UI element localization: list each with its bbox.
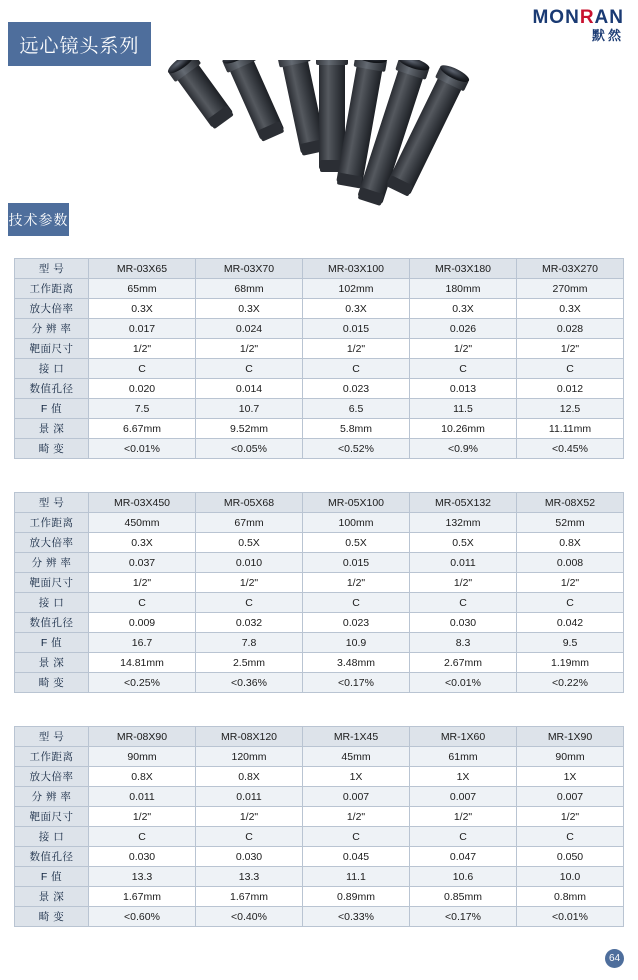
table-row: [15, 493, 624, 513]
cell-model: MR-1X60: [410, 727, 517, 747]
brand-word-part1: MON: [532, 7, 580, 28]
cell-dof: 0.89mm: [303, 887, 410, 907]
table-row: [15, 573, 624, 593]
cell-na: 0.009: [89, 613, 196, 633]
cell-na: 0.047: [410, 847, 517, 867]
table-row: [15, 807, 624, 827]
table-row: [15, 887, 624, 907]
cell-working-distance: 120mm: [196, 747, 303, 767]
brand-word-part2: AN: [594, 7, 624, 28]
cell-sensor-size: 1/2": [303, 807, 410, 827]
cell-distortion: <0.01%: [89, 439, 196, 459]
cell-na: 0.012: [517, 379, 624, 399]
row-label-working-distance: 工作距离: [15, 513, 89, 533]
brand-wordmark: [532, 8, 624, 27]
cell-working-distance: 67mm: [196, 513, 303, 533]
cell-sensor-size: 1/2": [410, 807, 517, 827]
cell-f-number: 9.5: [517, 633, 624, 653]
cell-distortion: <0.01%: [517, 907, 624, 927]
cell-mount: C: [517, 827, 624, 847]
cell-resolution: 0.008: [517, 553, 624, 573]
cell-working-distance: 90mm: [89, 747, 196, 767]
row-label-working-distance: 工作距离: [15, 279, 89, 299]
cell-f-number: 10.9: [303, 633, 410, 653]
cell-working-distance: 100mm: [303, 513, 410, 533]
cell-working-distance: 450mm: [89, 513, 196, 533]
row-label-mount: 接 口: [15, 593, 89, 613]
cell-mount: C: [303, 827, 410, 847]
cell-distortion: <0.25%: [89, 673, 196, 693]
cell-mount: C: [517, 593, 624, 613]
table-row: [15, 907, 624, 927]
cell-magnification: 0.3X: [196, 299, 303, 319]
row-label-magnification: 放大倍率: [15, 533, 89, 553]
row-label-f-number: F 值: [15, 867, 89, 887]
table-row: [15, 339, 624, 359]
cell-model: MR-03X65: [89, 259, 196, 279]
spec-table-1: [14, 258, 624, 459]
cell-sensor-size: 1/2": [89, 573, 196, 593]
cell-model: MR-1X90: [517, 727, 624, 747]
cell-distortion: <0.9%: [410, 439, 517, 459]
table-row: [15, 359, 624, 379]
cell-f-number: 13.3: [196, 867, 303, 887]
table-row: [15, 259, 624, 279]
cell-dof: 14.81mm: [89, 653, 196, 673]
cell-na: 0.050: [517, 847, 624, 867]
cell-na: 0.020: [89, 379, 196, 399]
row-label-distortion: 畸 变: [15, 907, 89, 927]
brand-word-accent: R: [579, 7, 595, 28]
cell-mount: C: [196, 593, 303, 613]
table-row: [15, 439, 624, 459]
table-row: [15, 379, 624, 399]
row-label-sensor-size: 靶面尺寸: [15, 573, 89, 593]
cell-working-distance: 65mm: [89, 279, 196, 299]
cell-sensor-size: 1/2": [303, 573, 410, 593]
cell-model: MR-03X100: [303, 259, 410, 279]
cell-magnification: 0.8X: [517, 533, 624, 553]
row-label-na: 数值孔径: [15, 847, 89, 867]
cell-resolution: 0.007: [303, 787, 410, 807]
cell-mount: C: [196, 359, 303, 379]
table-row: [15, 299, 624, 319]
row-label-na: 数值孔径: [15, 613, 89, 633]
brand-logo: [532, 8, 624, 42]
cell-f-number: 7.8: [196, 633, 303, 653]
cell-mount: C: [303, 593, 410, 613]
table-row: [15, 847, 624, 867]
cell-na: 0.023: [303, 379, 410, 399]
cell-working-distance: 61mm: [410, 747, 517, 767]
cell-dof: 1.19mm: [517, 653, 624, 673]
cell-na: 0.030: [196, 847, 303, 867]
cell-distortion: <0.33%: [303, 907, 410, 927]
row-label-resolution: 分 辨 率: [15, 319, 89, 339]
cell-sensor-size: 1/2": [196, 339, 303, 359]
cell-magnification: 0.3X: [89, 299, 196, 319]
row-label-na: 数值孔径: [15, 379, 89, 399]
row-label-dof: 景 深: [15, 653, 89, 673]
cell-model: MR-03X180: [410, 259, 517, 279]
table-row: [15, 419, 624, 439]
cell-sensor-size: 1/2": [196, 573, 303, 593]
cell-resolution: 0.037: [89, 553, 196, 573]
cell-sensor-size: 1/2": [517, 573, 624, 593]
cell-mount: C: [410, 359, 517, 379]
cell-dof: 5.8mm: [303, 419, 410, 439]
cell-f-number: 8.3: [410, 633, 517, 653]
cell-sensor-size: 1/2": [517, 339, 624, 359]
cell-f-number: 16.7: [89, 633, 196, 653]
cell-working-distance: 52mm: [517, 513, 624, 533]
page-title: 远心镜头系列: [8, 22, 151, 66]
cell-na: 0.032: [196, 613, 303, 633]
cell-f-number: 11.1: [303, 867, 410, 887]
row-label-sensor-size: 靶面尺寸: [15, 339, 89, 359]
table-row: [15, 727, 624, 747]
cell-dof: 3.48mm: [303, 653, 410, 673]
row-label-resolution: 分 辨 率: [15, 787, 89, 807]
row-label-f-number: F 值: [15, 633, 89, 653]
cell-magnification: 1X: [517, 767, 624, 787]
table-row: [15, 613, 624, 633]
cell-sensor-size: 1/2": [410, 573, 517, 593]
cell-f-number: 10.0: [517, 867, 624, 887]
cell-f-number: 10.6: [410, 867, 517, 887]
cell-working-distance: 270mm: [517, 279, 624, 299]
table-row: [15, 319, 624, 339]
cell-sensor-size: 1/2": [89, 807, 196, 827]
cell-magnification: 0.5X: [410, 533, 517, 553]
cell-distortion: <0.36%: [196, 673, 303, 693]
table-row: [15, 787, 624, 807]
spec-table-3: [14, 726, 624, 927]
cell-na: 0.030: [89, 847, 196, 867]
cell-mount: C: [89, 359, 196, 379]
cell-model: MR-05X68: [196, 493, 303, 513]
cell-model: MR-08X120: [196, 727, 303, 747]
table-row: [15, 533, 624, 553]
cell-resolution: 0.007: [410, 787, 517, 807]
cell-na: 0.023: [303, 613, 410, 633]
cell-na: 0.045: [303, 847, 410, 867]
cell-dof: 0.8mm: [517, 887, 624, 907]
cell-model: MR-08X52: [517, 493, 624, 513]
row-label-f-number: F 值: [15, 399, 89, 419]
row-label-dof: 景 深: [15, 419, 89, 439]
cell-dof: 10.26mm: [410, 419, 517, 439]
cell-resolution: 0.011: [89, 787, 196, 807]
cell-distortion: <0.40%: [196, 907, 303, 927]
cell-dof: 0.85mm: [410, 887, 517, 907]
cell-sensor-size: 1/2": [517, 807, 624, 827]
cell-resolution: 0.015: [303, 319, 410, 339]
cell-model: MR-1X45: [303, 727, 410, 747]
cell-distortion: <0.01%: [410, 673, 517, 693]
table-row: [15, 593, 624, 613]
cell-resolution: 0.024: [196, 319, 303, 339]
cell-dof: 1.67mm: [196, 887, 303, 907]
cell-magnification: 0.8X: [196, 767, 303, 787]
cell-dof: 2.67mm: [410, 653, 517, 673]
table-row: [15, 279, 624, 299]
cell-resolution: 0.011: [410, 553, 517, 573]
cell-resolution: 0.017: [89, 319, 196, 339]
cell-f-number: 11.5: [410, 399, 517, 419]
cell-model: MR-08X90: [89, 727, 196, 747]
table-row: [15, 767, 624, 787]
row-label-distortion: 畸 变: [15, 673, 89, 693]
product-photo: [151, 60, 511, 250]
table-row: [15, 653, 624, 673]
table-row: [15, 513, 624, 533]
cell-dof: 2.5mm: [196, 653, 303, 673]
cell-magnification: 1X: [303, 767, 410, 787]
cell-working-distance: 102mm: [303, 279, 410, 299]
row-label-magnification: 放大倍率: [15, 299, 89, 319]
row-label-model: 型 号: [15, 259, 89, 279]
cell-mount: C: [89, 593, 196, 613]
cell-resolution: 0.015: [303, 553, 410, 573]
cell-working-distance: 90mm: [517, 747, 624, 767]
lens-array-illustration: [151, 60, 511, 250]
cell-dof: 9.52mm: [196, 419, 303, 439]
cell-na: 0.013: [410, 379, 517, 399]
row-label-distortion: 畸 变: [15, 439, 89, 459]
cell-dof: 1.67mm: [89, 887, 196, 907]
cell-magnification: 0.5X: [303, 533, 410, 553]
cell-model: MR-05X100: [303, 493, 410, 513]
cell-magnification: 1X: [410, 767, 517, 787]
table-row: [15, 867, 624, 887]
cell-working-distance: 132mm: [410, 513, 517, 533]
cell-magnification: 0.5X: [196, 533, 303, 553]
row-label-model: 型 号: [15, 493, 89, 513]
cell-f-number: 6.5: [303, 399, 410, 419]
cell-magnification: 0.3X: [303, 299, 410, 319]
cell-distortion: <0.17%: [303, 673, 410, 693]
cell-na: 0.042: [517, 613, 624, 633]
cell-na: 0.030: [410, 613, 517, 633]
cell-distortion: <0.45%: [517, 439, 624, 459]
cell-na: 0.014: [196, 379, 303, 399]
cell-model: MR-03X450: [89, 493, 196, 513]
cell-magnification: 0.3X: [89, 533, 196, 553]
cell-working-distance: 180mm: [410, 279, 517, 299]
cell-resolution: 0.007: [517, 787, 624, 807]
table-row: [15, 553, 624, 573]
row-label-resolution: 分 辨 率: [15, 553, 89, 573]
cell-f-number: 10.7: [196, 399, 303, 419]
table-row: [15, 673, 624, 693]
cell-sensor-size: 1/2": [410, 339, 517, 359]
cell-f-number: 12.5: [517, 399, 624, 419]
cell-mount: C: [410, 827, 517, 847]
cell-model: MR-03X270: [517, 259, 624, 279]
row-label-mount: 接 口: [15, 359, 89, 379]
cell-mount: C: [410, 593, 517, 613]
table-row: [15, 399, 624, 419]
cell-distortion: <0.52%: [303, 439, 410, 459]
cell-sensor-size: 1/2": [303, 339, 410, 359]
table-row: [15, 633, 624, 653]
cell-distortion: <0.60%: [89, 907, 196, 927]
cell-working-distance: 68mm: [196, 279, 303, 299]
cell-sensor-size: 1/2": [89, 339, 196, 359]
row-label-dof: 景 深: [15, 887, 89, 907]
cell-distortion: <0.22%: [517, 673, 624, 693]
cell-resolution: 0.010: [196, 553, 303, 573]
row-label-working-distance: 工作距离: [15, 747, 89, 767]
cell-magnification: 0.8X: [89, 767, 196, 787]
cell-magnification: 0.3X: [517, 299, 624, 319]
cell-f-number: 7.5: [89, 399, 196, 419]
cell-working-distance: 45mm: [303, 747, 410, 767]
cell-mount: C: [89, 827, 196, 847]
cell-mount: C: [303, 359, 410, 379]
cell-distortion: <0.17%: [410, 907, 517, 927]
spec-table-2: [14, 492, 624, 693]
section-title: 技术参数: [8, 203, 69, 236]
row-label-magnification: 放大倍率: [15, 767, 89, 787]
brand-name-cn: 默然: [591, 28, 624, 43]
cell-resolution: 0.011: [196, 787, 303, 807]
row-label-sensor-size: 靶面尺寸: [15, 807, 89, 827]
table-row: [15, 827, 624, 847]
cell-resolution: 0.026: [410, 319, 517, 339]
cell-distortion: <0.05%: [196, 439, 303, 459]
cell-resolution: 0.028: [517, 319, 624, 339]
row-label-model: 型 号: [15, 727, 89, 747]
cell-dof: 6.67mm: [89, 419, 196, 439]
cell-mount: C: [196, 827, 303, 847]
cell-model: MR-03X70: [196, 259, 303, 279]
cell-dof: 11.11mm: [517, 419, 624, 439]
cell-model: MR-05X132: [410, 493, 517, 513]
row-label-mount: 接 口: [15, 827, 89, 847]
cell-mount: C: [517, 359, 624, 379]
cell-magnification: 0.3X: [410, 299, 517, 319]
page-number: 64: [605, 949, 624, 968]
table-row: [15, 747, 624, 767]
cell-sensor-size: 1/2": [196, 807, 303, 827]
cell-f-number: 13.3: [89, 867, 196, 887]
